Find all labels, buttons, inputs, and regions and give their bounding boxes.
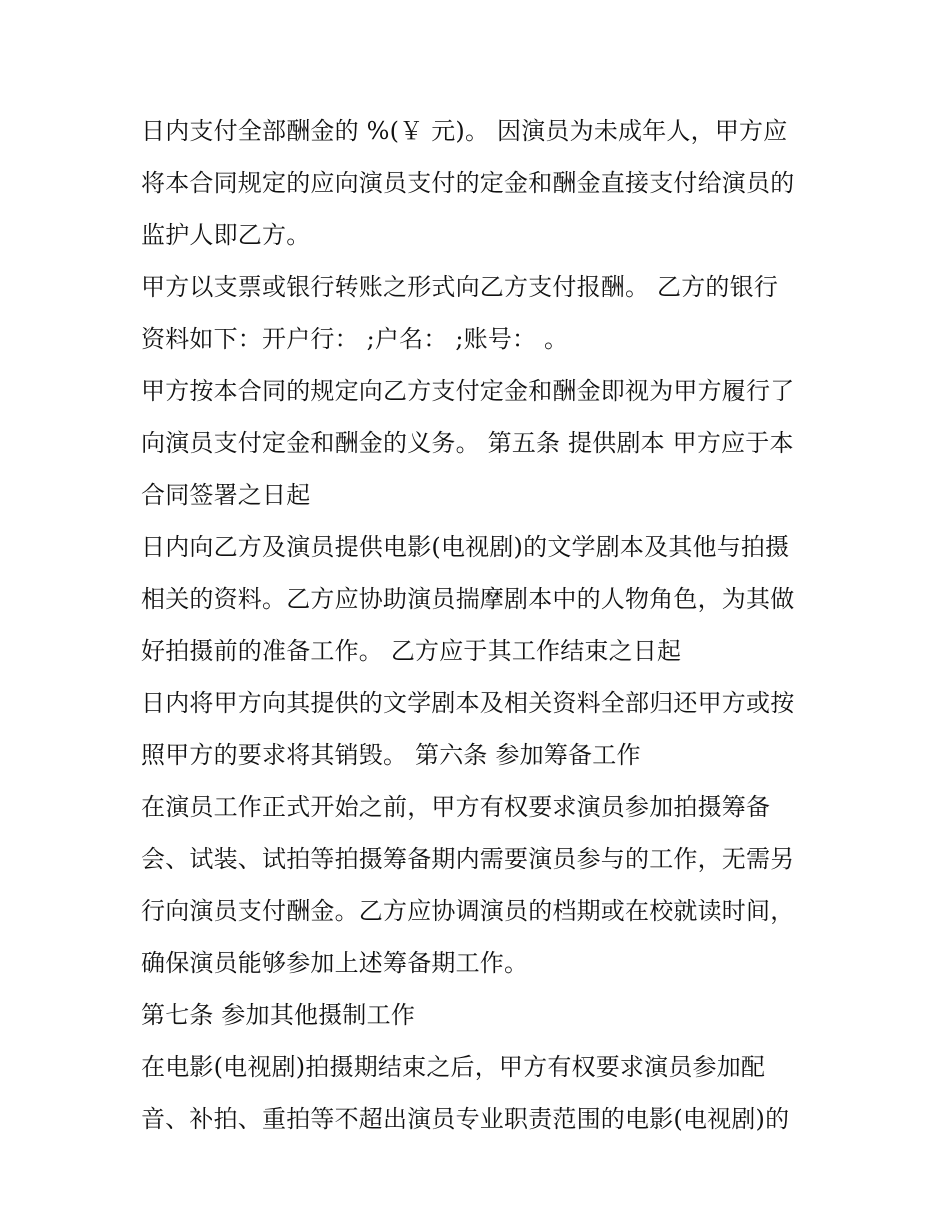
text-line: 在电影(电视剧)拍摄期结束之后，甲方有权要求演员参加配: [141, 1053, 766, 1081]
text-line: 日内将甲方向其提供的文学剧本及相关资料全部归还甲方或按: [141, 689, 795, 717]
text-line: 相关的资料。乙方应协助演员揣摩剧本中的人物角色，为其做: [141, 585, 795, 613]
text-line: 音、补拍、重拍等不超出演员专业职责范围的电影(电视剧)的: [141, 1105, 790, 1133]
text-line: 照甲方的要求将其销毁。 第六条 参加筹备工作: [141, 741, 641, 769]
text-line: 监护人即乙方。: [141, 221, 311, 249]
text-line: 合同签署之日起: [141, 481, 311, 509]
text-line: 会、试装、试拍等拍摄筹备期内需要演员参与的工作，无需另: [141, 845, 795, 873]
text-line: 将本合同规定的应向演员支付的定金和酬金直接支付给演员的: [141, 169, 795, 197]
text-line: 资料如下：开户行： ;户名： ;账号： 。: [141, 325, 569, 353]
text-line: 甲方按本合同的规定向乙方支付定金和酬金即视为甲方履行了: [141, 377, 795, 405]
document-body: [141, 105, 841, 1145]
text-line: 日内向乙方及演员提供电影(电视剧)的文学剧本及其他与拍摄: [141, 533, 790, 561]
text-line: 好拍摄前的准备工作。 乙方应于其工作结束之日起: [141, 637, 682, 665]
text-line: 甲方以支票或银行转账之形式向乙方支付报酬。 乙方的银行: [141, 273, 779, 301]
text-line: 向演员支付定金和酬金的义务。 第五条 提供剧本 甲方应于本: [141, 429, 794, 457]
text-line: 在演员工作正式开始之前，甲方有权要求演员参加拍摄筹备: [141, 793, 771, 821]
text-line: 确保演员能够参加上述筹备期工作。: [141, 949, 529, 977]
text-line: 行向演员支付酬金。乙方应协调演员的档期或在校就读时间，: [141, 897, 795, 925]
text-line: 日内支付全部酬金的 %(￥ 元)。 因演员为未成年人，甲方应: [141, 117, 788, 145]
text-line: 第七条 参加其他摄制工作: [141, 1001, 416, 1029]
